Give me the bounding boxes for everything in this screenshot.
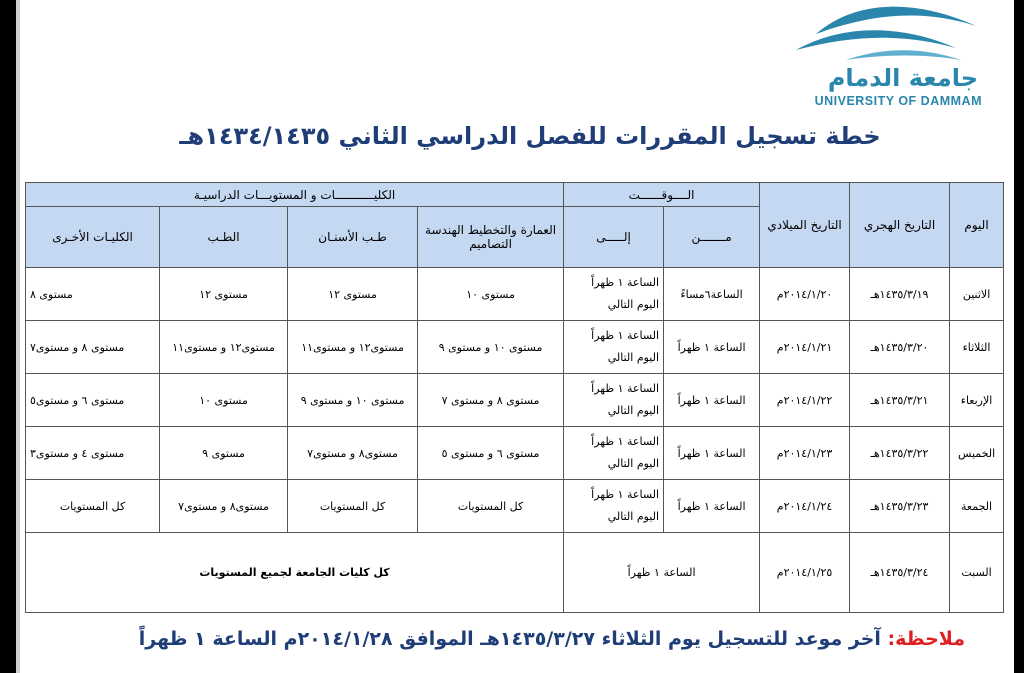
cell-time: الساعة ١ ظهراً	[564, 533, 760, 613]
cell-hijri-date: ١٤٣٥/٣/٢٣هـ	[850, 480, 950, 533]
cell-gregorian-date: ٢٠١٤/١/٢٤م	[760, 480, 850, 533]
wave-logo-icon	[786, 4, 986, 64]
cell-to-day: اليوم التالي	[607, 351, 660, 364]
cell-to-time: الساعة ١ ظهراً	[591, 382, 660, 395]
cell-to	[564, 321, 664, 374]
page-title: خطة تسجيل المقررات للفصل الدراسي الثاني ١٤٣٤/١٤٣٥هـ	[179, 122, 881, 150]
cell-to-day: اليوم التالي	[607, 298, 660, 311]
cell-hijri-date: ١٤٣٥/٣/٢٠هـ	[850, 321, 950, 374]
note-text: آخر موعد للتسجيل يوم الثلاثاء ١٤٣٥/٣/٢٧هـ الموافق ٢٠١٤/١/٢٨م الساعة ١ ظهراً	[138, 628, 888, 650]
cell-hijri-date: ١٤٣٥/٣/٢٤هـ	[850, 533, 950, 613]
cell-other-colleges: مستوى ٤ و مستوى٣	[26, 427, 160, 480]
university-logo	[786, 4, 986, 106]
registration-schedule-table	[25, 182, 1004, 613]
header-dentistry: طـب الأسنـان	[288, 207, 418, 268]
table-row	[26, 427, 1004, 480]
cell-to-day: اليوم التالي	[607, 510, 660, 523]
cell-day: الخميس	[950, 427, 1004, 480]
cell-from: الساعة ١ ظهراً	[664, 480, 760, 533]
cell-all-colleges: كل كليات الجامعة لجميع المستويات	[26, 533, 564, 613]
table-row	[26, 374, 1004, 427]
cell-to-time: الساعة ١ ظهراً	[591, 329, 660, 342]
viewer-frame-left	[0, 0, 16, 673]
cell-from: الساعة٦مساءً	[664, 268, 760, 321]
cell-dentistry: مستوى ١٠ و مستوى ٩	[288, 374, 418, 427]
cell-medicine: مستوى١٢ و مستوى١١	[160, 321, 288, 374]
header-time: الــــوقــــــت	[564, 183, 760, 207]
cell-hijri-date: ١٤٣٥/٣/٢٢هـ	[850, 427, 950, 480]
header-medicine: الطـب	[160, 207, 288, 268]
cell-other-colleges: مستوى ٨ و مستوى٧	[26, 321, 160, 374]
cell-from: الساعة ١ ظهراً	[664, 427, 760, 480]
cell-to	[564, 427, 664, 480]
cell-day: السبت	[950, 533, 1004, 613]
cell-to-day: اليوم التالي	[607, 457, 660, 470]
cell-architecture: مستوى ١٠ و مستوى ٩	[418, 321, 564, 374]
cell-gregorian-date: ٢٠١٤/١/٢١م	[760, 321, 850, 374]
cell-gregorian-date: ٢٠١٤/١/٢٣م	[760, 427, 850, 480]
header-hijri-date: التاريخ الهجري	[850, 183, 950, 268]
cell-medicine: مستوى ١٠	[160, 374, 288, 427]
cell-to-day: اليوم التالي	[607, 404, 660, 417]
cell-day: الثلاثاء	[950, 321, 1004, 374]
cell-hijri-date: ١٤٣٥/٣/٢١هـ	[850, 374, 950, 427]
table-row	[26, 321, 1004, 374]
cell-other-colleges: مستوى ٨	[26, 268, 160, 321]
cell-dentistry: مستوى٨ و مستوى٧	[288, 427, 418, 480]
cell-architecture: مستوى ٨ و مستوى ٧	[418, 374, 564, 427]
header-to: إلـــــى	[564, 207, 664, 268]
table-row-saturday	[26, 533, 1004, 613]
cell-dentistry: مستوى ١٢	[288, 268, 418, 321]
cell-architecture: مستوى ٦ و مستوى ٥	[418, 427, 564, 480]
cell-from: الساعة ١ ظهراً	[664, 374, 760, 427]
cell-gregorian-date: ٢٠١٤/١/٢٢م	[760, 374, 850, 427]
header-colleges: الكليـــــــــــات و المستويـــات الدراسيـة	[26, 183, 564, 207]
cell-to-time: الساعة ١ ظهراً	[591, 435, 660, 448]
document-page	[20, 0, 1014, 673]
cell-to	[564, 374, 664, 427]
cell-from: الساعة ١ ظهراً	[664, 321, 760, 374]
cell-medicine: مستوى ٩	[160, 427, 288, 480]
cell-to-time: الساعة ١ ظهراً	[591, 276, 660, 289]
header-gregorian-date: التاريخ الميلادي	[760, 183, 850, 268]
table-row	[26, 480, 1004, 533]
logo-english-text: UNIVERSITY OF DAMMAM	[814, 94, 982, 108]
header-from: مـــــــن	[664, 207, 760, 268]
cell-dentistry: مستوى١٢ و مستوى١١	[288, 321, 418, 374]
cell-other-colleges: كل المستويات	[26, 480, 160, 533]
cell-medicine: مستوى ١٢	[160, 268, 288, 321]
header-other-colleges: الكليـات الأخـرى	[26, 207, 160, 268]
cell-day: الاثنين	[950, 268, 1004, 321]
note-label: ملاحظة:	[887, 628, 965, 650]
cell-gregorian-date: ٢٠١٤/١/٢٠م	[760, 268, 850, 321]
cell-gregorian-date: ٢٠١٤/١/٢٥م	[760, 533, 850, 613]
header-day: اليوم	[950, 183, 1004, 268]
deadline-note	[50, 628, 965, 650]
cell-architecture: كل المستويات	[418, 480, 564, 533]
cell-to-time: الساعة ١ ظهراً	[591, 488, 660, 501]
cell-to	[564, 480, 664, 533]
cell-day: الإربعاء	[950, 374, 1004, 427]
cell-hijri-date: ١٤٣٥/٣/١٩هـ	[850, 268, 950, 321]
cell-medicine: مستوى٨ و مستوى٧	[160, 480, 288, 533]
cell-day: الجمعة	[950, 480, 1004, 533]
cell-other-colleges: مستوى ٦ و مستوى٥	[26, 374, 160, 427]
header-architecture: العمارة والتخطيط الهندسة التصاميم	[418, 207, 564, 268]
viewer-frame-right	[1014, 0, 1024, 673]
cell-to	[564, 268, 664, 321]
table-row	[26, 268, 1004, 321]
logo-arabic-text: جامعة الدمام	[827, 64, 978, 92]
cell-dentistry: كل المستويات	[288, 480, 418, 533]
cell-architecture: مستوى ١٠	[418, 268, 564, 321]
